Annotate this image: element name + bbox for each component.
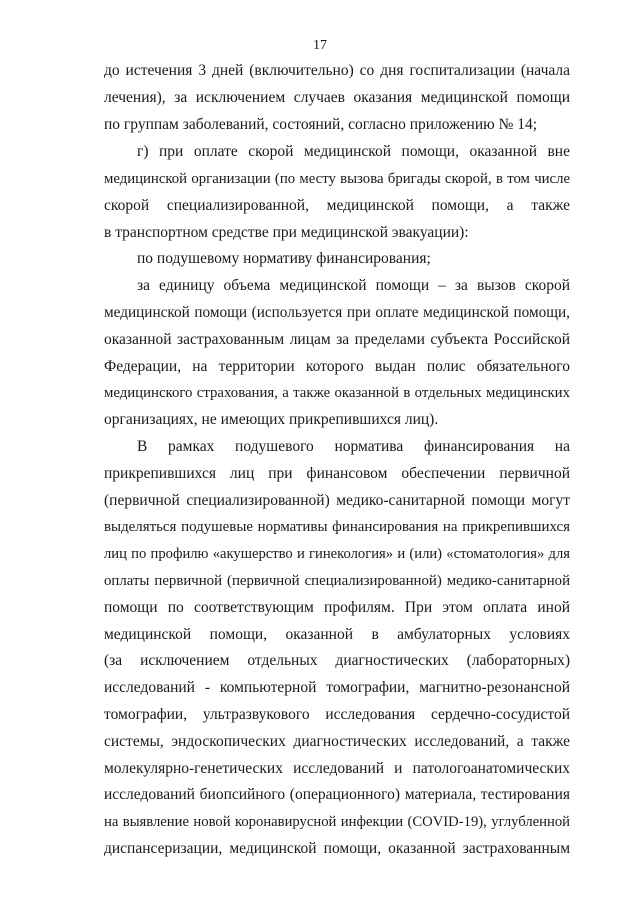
text-line: помощи по соответствующим профилям. При этом оплата иной — [104, 599, 570, 616]
text-line: организациях, не имеющих прикрепившихся лиц). — [104, 411, 439, 428]
text-line: г) при оплате скорой медицинской помощи, оказанной вне — [137, 143, 570, 160]
text-line: медицинской помощи, оказанной в амбулаторных условиях — [104, 626, 570, 643]
text-line: диспансеризации, медицинской помощи, оказанной застрахованным — [104, 840, 570, 857]
text-line: исследований биопсийного (операционного) материала, тестирования — [104, 786, 570, 803]
text-line: В рамках подушевого норматива финансирования на — [137, 438, 570, 455]
text-line: медицинской организации (по месту вызова бригады скорой, в том числе — [104, 171, 570, 187]
text-line: Федерации, на территории которого выдан полис обязательного — [104, 358, 570, 375]
text-line: выделяться подушевые нормативы финансирования на прикрепившихся — [104, 519, 570, 535]
text-line: в транспортном средстве при медицинской эвакуации): — [104, 224, 469, 241]
text-line: (первичной специализированной) медико-санитарной помощи могут — [104, 492, 570, 509]
text-line: до истечения 3 дней (включительно) со дня госпитализации (начала — [104, 62, 570, 79]
page-number: 17 — [313, 38, 327, 53]
text-line: скорой специализированной, медицинской помощи, а также — [104, 197, 570, 214]
text-line: исследований - компьютерной томографии, магнитно-резонансной — [104, 679, 570, 696]
text-line: медицинского страхования, а также оказанной в отдельных медицинских — [104, 385, 570, 401]
text-line: лечения), за исключением случаев оказания медицинской помощи — [104, 89, 570, 106]
text-line: оплаты первичной (первичной специализированной) медико-санитарной — [104, 573, 570, 589]
text-line: по подушевому нормативу финансирования; — [137, 250, 431, 267]
text-line: томографии, ультразвукового исследования сердечно-сосудистой — [104, 706, 570, 723]
text-line: (за исключением отдельных диагностических (лабораторных) — [104, 652, 570, 669]
text-line: оказанной застрахованным лицам за пределами субъекта Российской — [104, 331, 570, 348]
text-line: медицинской помощи (используется при оплате медицинской помощи, — [104, 304, 570, 321]
text-line: на выявление новой коронавирусной инфекции (COVID-19), углубленной — [104, 814, 570, 830]
text-line: лиц по профилю «акушерство и гинекология» и (или) «стоматология» для — [104, 546, 570, 562]
text-line: за единицу объема медицинской помощи – за вызов скорой — [137, 277, 570, 294]
text-line: по группам заболеваний, состояний, согласно приложению № 14; — [104, 116, 538, 133]
text-line: системы, эндоскопических диагностических исследований, а также — [104, 733, 570, 750]
text-line: молекулярно-генетических исследований и патологоанатомических — [104, 760, 570, 777]
text-line: прикрепившихся лиц при финансовом обеспечении первичной — [104, 465, 570, 482]
